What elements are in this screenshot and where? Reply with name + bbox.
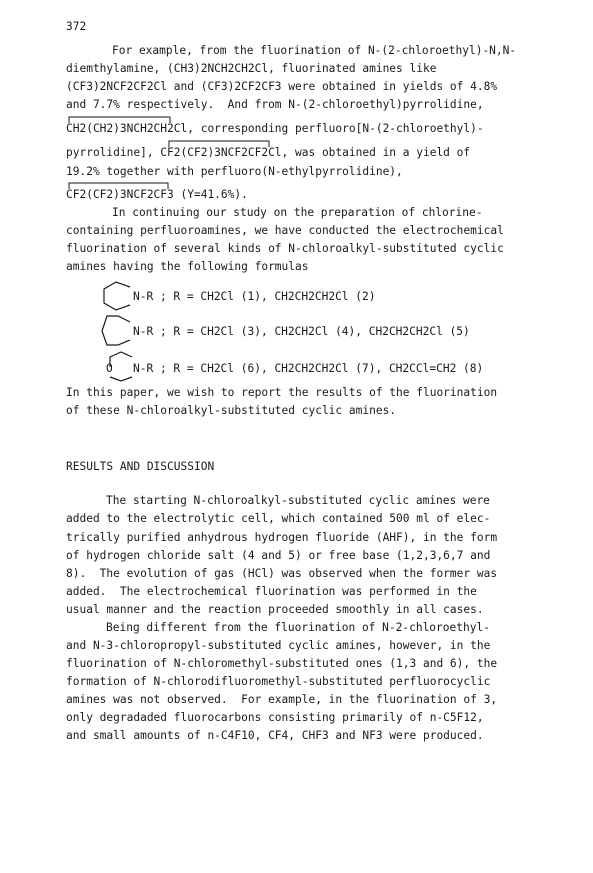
text-line: Being different from the fluorination of N-2-chloroethyl- (106, 621, 490, 634)
text-line: fluorination of several kinds of N-chloroalkyl-substituted cyclic (66, 242, 504, 255)
piperidine-ring-icon (100, 314, 134, 348)
text-line: The starting N-chloroalkyl-substituted cyclic amines were (106, 494, 490, 507)
text-line: For example, from the fluorination of N-(2-chloroethyl)-N,N- (112, 44, 517, 57)
text-line: added. The electrochemical fluorination was performed in the (66, 585, 477, 598)
text-line: In continuing our study on the preparation of chlorine- (112, 206, 483, 219)
text-line: CF2(CF2)3NCF2CF3 (Y=41.6%). (66, 188, 248, 201)
text-line: only degradaded fluorocarbons consisting primarily of n-C5F12, (66, 711, 484, 724)
text-line: and 7.7% respectively. And from N-(2-chloroethyl)pyrrolidine, (66, 98, 484, 111)
text-line: fluorination of N-chloromethyl-substituted ones (1,3 and 6), the (66, 657, 498, 670)
section-heading: RESULTS AND DISCUSSION (66, 460, 215, 473)
page-number: 372 (66, 20, 87, 33)
text-line: CH2(CH2)3NCH2CH2Cl, corresponding perfluoro[N-(2-chloroethyl)- (66, 122, 484, 135)
text-line: In this paper, we wish to report the results of the fluorination (66, 386, 498, 399)
text-line: amines was not observed. For example, in the fluorination of 3, (66, 693, 498, 706)
text-line: amines having the following formulas (66, 260, 309, 273)
text-line: of hydrogen chloride salt (4 and 5) or free base (1,2,3,6,7 and (66, 549, 491, 562)
text-line: trically purified anhydrous hydrogen fluoride (AHF), in the form (66, 531, 498, 544)
text-line: diemthylamine, (CH3)2NCH2CH2Cl, fluorinated amines like (66, 62, 437, 75)
text-line: 19.2% together with perfluoro(N-ethylpyrrolidine), (66, 165, 403, 178)
text-line: pyrrolidine], CF2(CF2)3NCF2CF2Cl, was obtained in a yield of (66, 146, 471, 159)
text-line: (CF3)2NCF2CF2Cl and (CF3)2CF2CF3 were obtained in yields of 4.8% (66, 80, 498, 93)
text-line: formation of N-chlorodifluoromethyl-substituted perfluorocyclic (66, 675, 491, 688)
formula-line: N-R ; R = CH2Cl (6), CH2CH2CH2Cl (7), CH2CCl=CH2 (8) (133, 362, 484, 375)
text-line: of these N-chloroalkyl-substituted cyclic amines. (66, 404, 397, 417)
ring-bracket-2 (166, 138, 276, 148)
morpholine-oxygen: O (106, 362, 113, 375)
text-line: usual manner and the reaction proceeded smoothly in all cases. (66, 603, 484, 616)
text-line: containing perfluoroamines, we have conducted the electrochemical (66, 224, 504, 237)
text-line: 8). The evolution of gas (HCl) was observed when the former was (66, 567, 498, 580)
formula-line: N-R ; R = CH2Cl (1), CH2CH2CH2Cl (2) (133, 290, 376, 303)
text-line: and small amounts of n-C4F10, CF4, CHF3 and NF3 were produced. (66, 729, 484, 742)
formula-line: N-R ; R = CH2Cl (3), CH2CH2Cl (4), CH2CH2CH2Cl (5) (133, 325, 470, 338)
text-line: and N-3-chloropropyl-substituted cyclic amines, however, in the (66, 639, 491, 652)
pyrrolidine-ring-icon (100, 280, 134, 312)
text-line: added to the electrolytic cell, which contained 500 ml of elec- (66, 512, 491, 525)
